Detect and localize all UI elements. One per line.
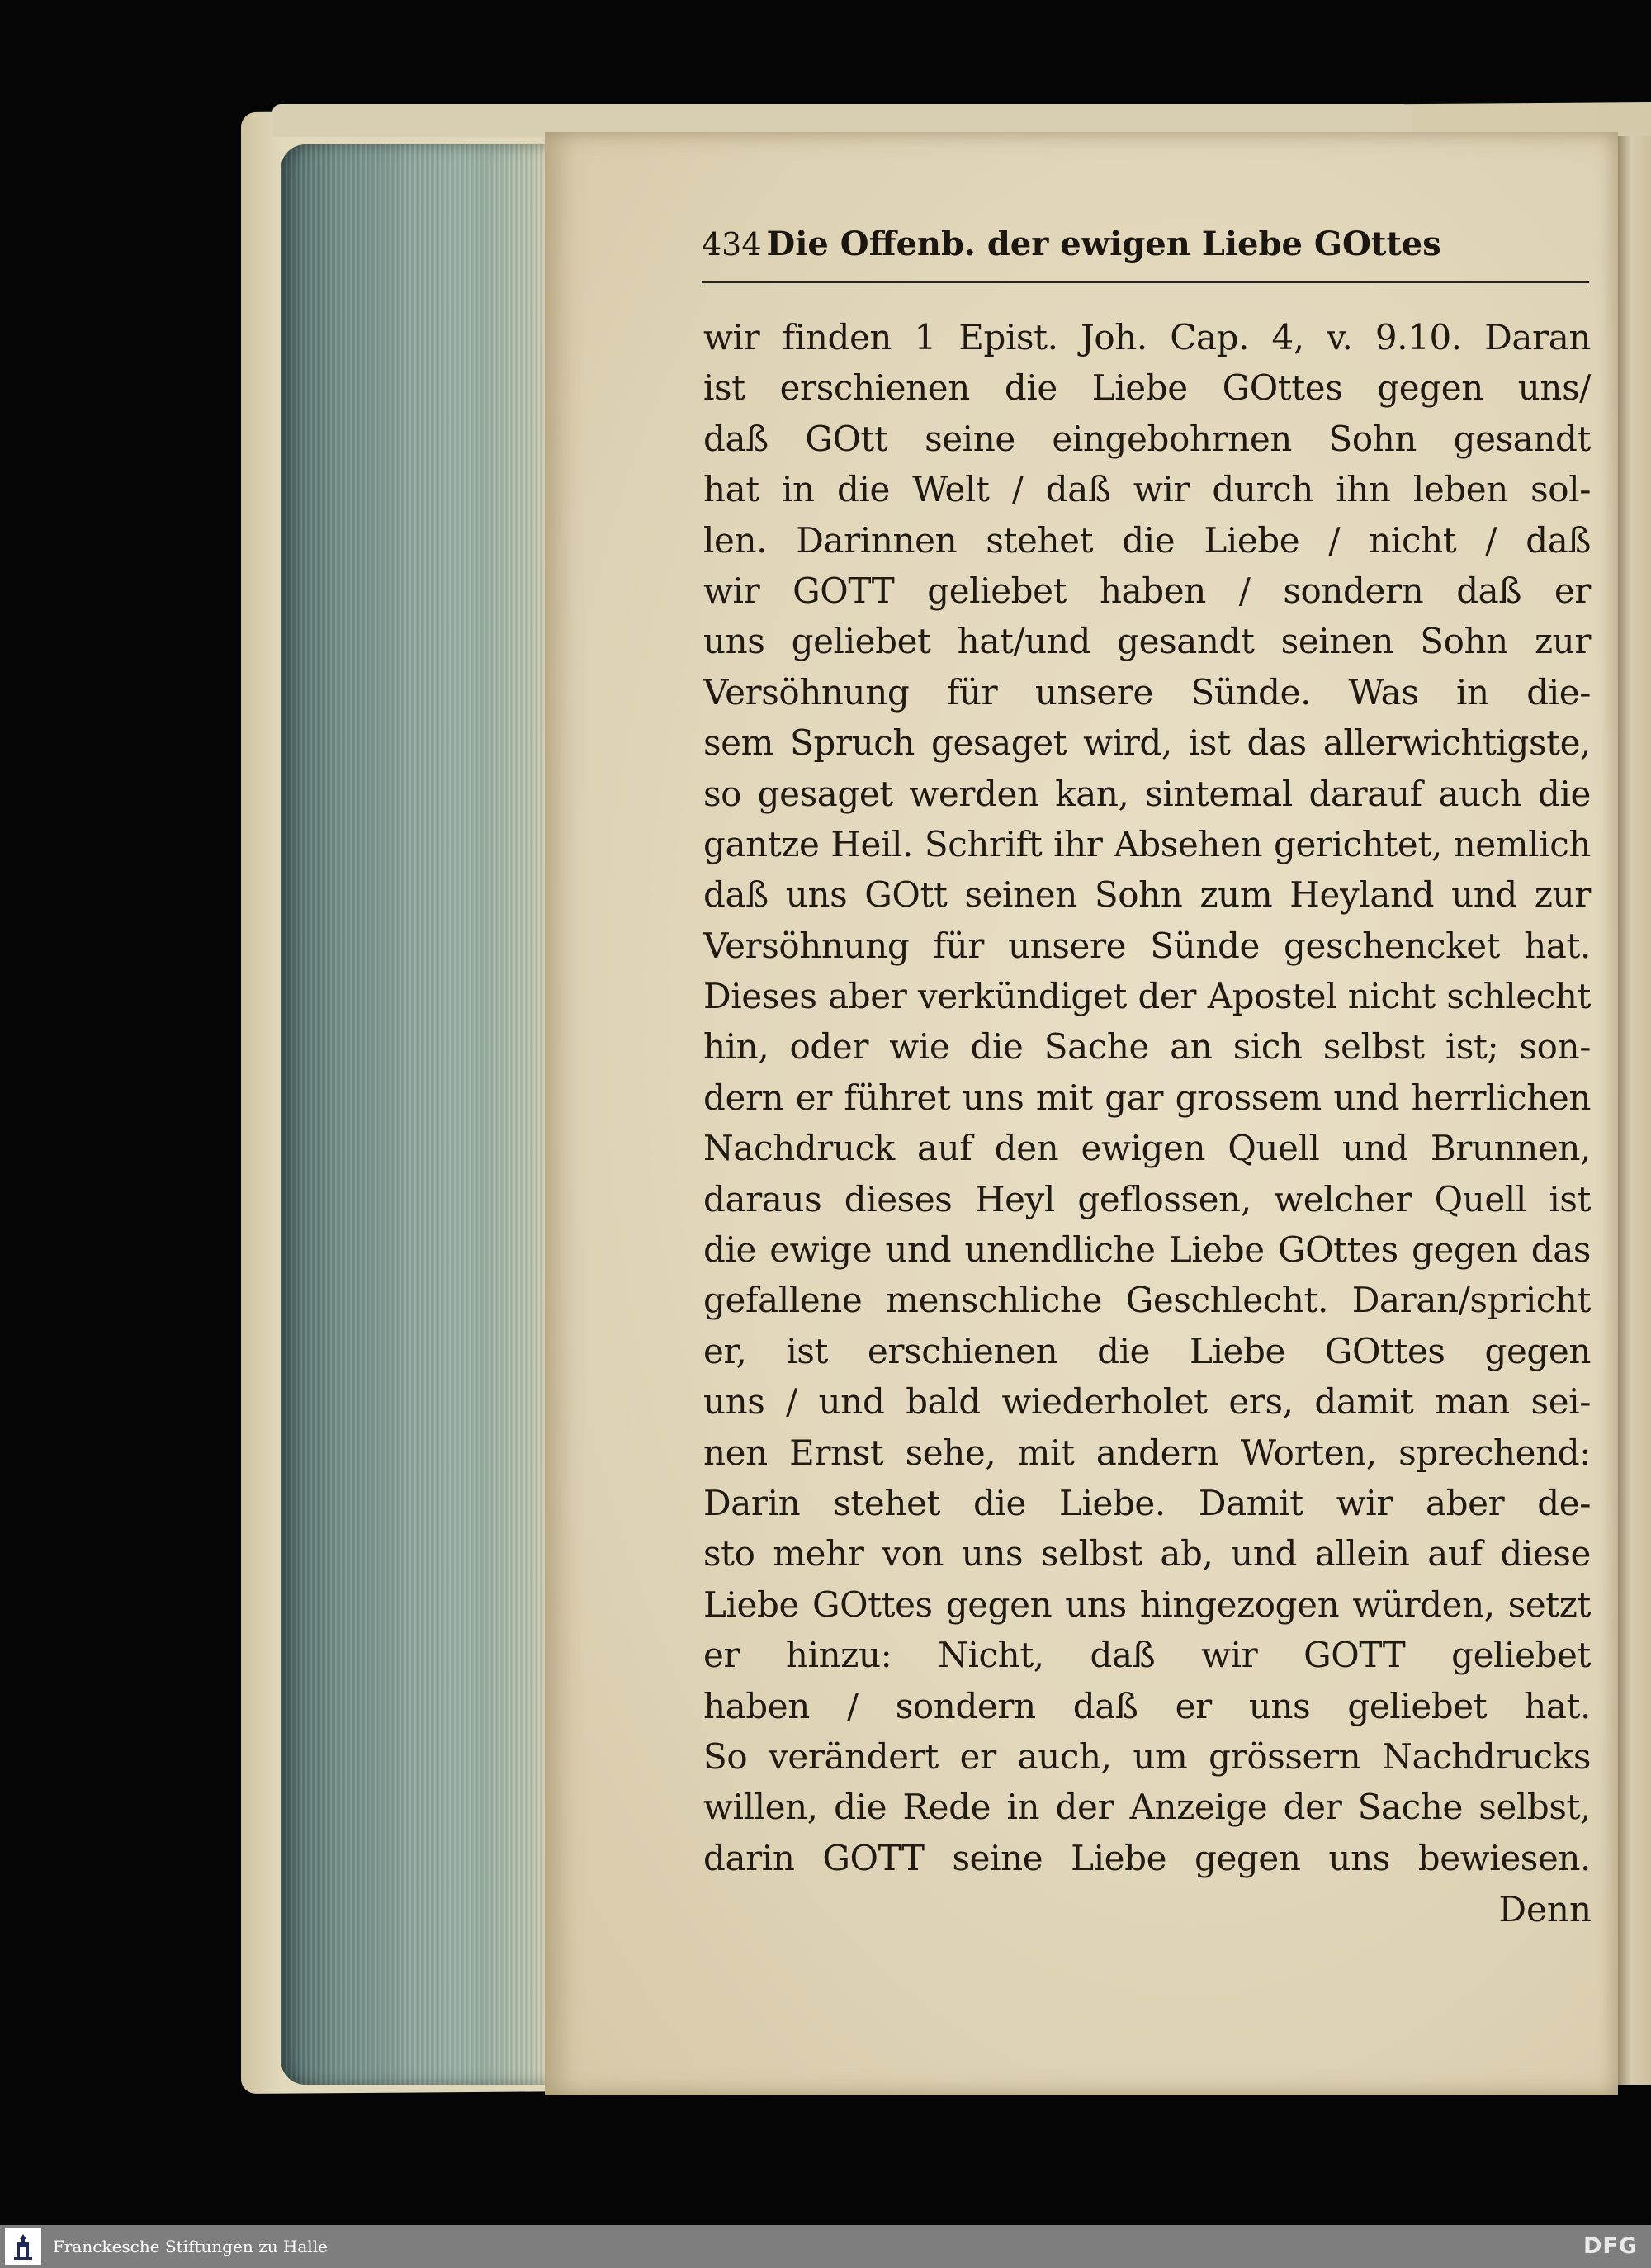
text-line: wir finden 1 Epist. Joh. Cap. 4, v. 9.10. Daran <box>703 317 1591 357</box>
text-line: so gesaget werden kan, sintemal darauf auch die <box>703 773 1591 814</box>
text-line: sem Spruch gesaget wird, ist das allerwichtigste, <box>703 722 1591 764</box>
text-line: hin, oder wie die Sache an sich selbst ist; son- <box>703 1026 1591 1068</box>
body-text <box>703 312 1591 1883</box>
text-line: uns geliebet hat/und gesandt seinen Sohn zur <box>703 621 1591 662</box>
text-line: hat in die Welt / daß wir durch ihn leben sol- <box>703 469 1591 510</box>
book-fore-edge <box>281 144 553 2085</box>
institution-label: Franckesche Stiftungen zu Halle <box>53 2237 328 2256</box>
page-number: 434 <box>702 226 762 263</box>
text-line: Dieses aber verkündiget der Apostel nicht schlecht <box>703 976 1591 1017</box>
text-line: er hinzu: Nicht, daß wir GOTT geliebet <box>703 1635 1591 1676</box>
text-line: len. Darinnen stehet die Liebe / nicht / daß <box>703 519 1591 561</box>
text-line: daß uns GOtt seinen Sohn zum Heyland und zur <box>703 874 1591 916</box>
header-rule <box>702 281 1589 286</box>
text-line: dern er führet uns mit gar grossem und herrlichen <box>703 1077 1591 1118</box>
text-line: So verändert er auch, um grössern Nachdrucks <box>703 1735 1591 1777</box>
text-line: Nachdruck auf den ewigen Quell und Brunnen, <box>703 1128 1591 1169</box>
facing-page-edge <box>1618 136 1651 2085</box>
text-line: ist erschienen die Liebe GOttes gegen uns/ <box>703 367 1591 409</box>
text-line: gefallene menschliche Geschlecht. Daran/spricht <box>703 1280 1591 1321</box>
text-line: Versöhnung für unsere Sünde geschencket hat. <box>703 925 1591 966</box>
running-head <box>702 225 1589 276</box>
text-line: nen Ernst sehe, mit andern Worten, sprechend: <box>703 1432 1591 1473</box>
text-line: die ewige und unendliche Liebe GOttes gegen das <box>703 1229 1591 1271</box>
text-line: daß GOtt seine eingebohrnen Sohn gesandt <box>703 418 1591 459</box>
text-line: Liebe GOttes gegen uns hingezogen würden, setzt <box>703 1584 1591 1625</box>
text-line: willen, die Rede in der Anzeige der Sache selbst, <box>703 1787 1591 1828</box>
text-line: wir GOTT geliebet haben / sondern daß er <box>703 570 1591 611</box>
viewer-footer <box>0 2225 1651 2268</box>
text-line: er, ist erschienen die Liebe GOttes gegen <box>703 1330 1591 1371</box>
catchword: Denn <box>1498 1889 1592 1929</box>
text-line: daraus dieses Heyl geflossen, welcher Quell ist <box>703 1178 1591 1219</box>
text-line: gantze Heil. Schrift ihr Absehen gerichtet, nemlich <box>703 823 1591 864</box>
dfg-logo: DFG <box>1582 2233 1638 2259</box>
text-line: haben / sondern daß er uns geliebet hat. <box>703 1685 1591 1726</box>
text-line: Darin stehet die Liebe. Damit wir aber de- <box>703 1482 1591 1523</box>
running-title: Die Offenb. der ewigen Liebe GOttes <box>766 225 1441 263</box>
text-line: sto mehr von uns selbst ab, und allein auf diese <box>703 1533 1591 1574</box>
franckesche-stiftungen-logo-icon[interactable] <box>5 2228 41 2265</box>
text-line: Versöhnung für unsere Sünde. Was in die- <box>703 671 1591 713</box>
text-line: darin GOTT seine Liebe gegen uns bewiesen. <box>703 1837 1591 1878</box>
text-line: uns / und bald wiederholet ers, damit man sei- <box>703 1381 1591 1423</box>
